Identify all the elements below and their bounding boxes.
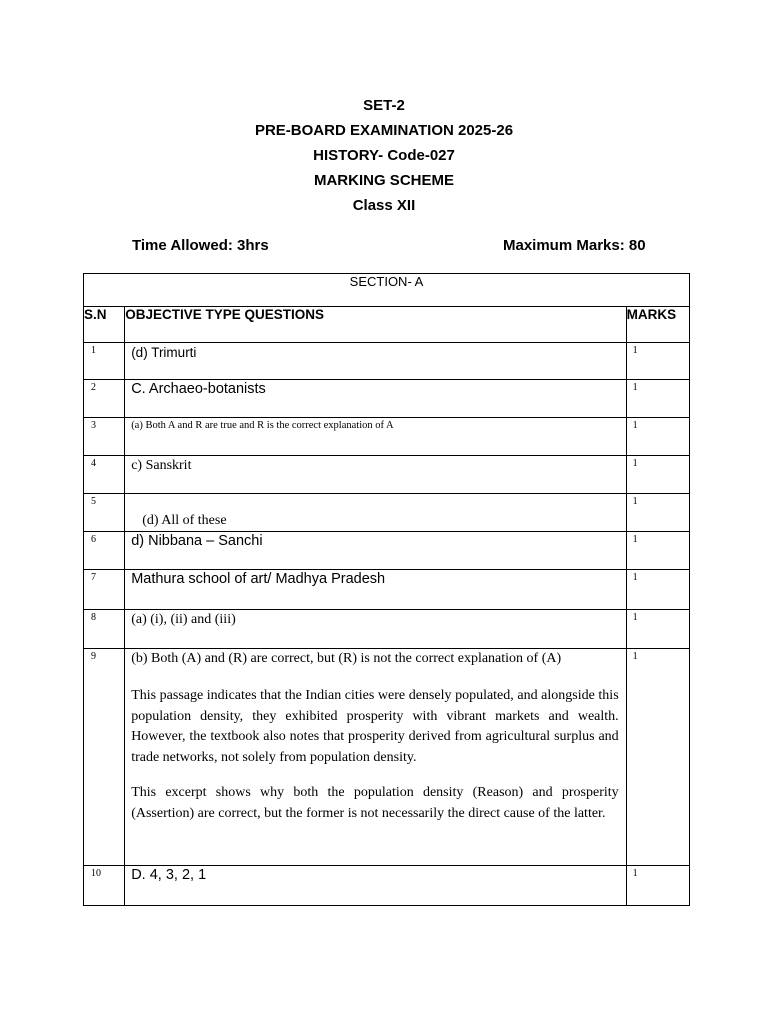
table-row — [84, 866, 690, 906]
answer-cell — [125, 456, 626, 494]
answer-cell — [125, 570, 626, 610]
marks-cell: 1 — [626, 649, 689, 866]
answer-cell — [125, 418, 626, 456]
answer-cell — [125, 380, 626, 418]
questions-column-header: OBJECTIVE TYPE QUESTIONS — [125, 307, 626, 343]
answer-text: (a) (i), (ii) and (iii) — [131, 612, 236, 627]
maximum-marks: Maximum Marks: 80 — [503, 237, 646, 254]
marks-cell: 1 — [626, 610, 689, 649]
explanation-paragraph: This passage indicates that the Indian cities were densely populated, and alongside this population density, they exhibited prosperity with vibrant markets and wealth. However, the textbook also notes that prosperity derived from agricultural surplus and trade networks, not solely from population density. — [131, 688, 619, 766]
answer-text: d) Nibbana – Sanchi — [131, 533, 263, 549]
marks-column-header: MARKS — [626, 307, 689, 343]
answer-text: c) Sanskrit — [131, 458, 192, 473]
table-row — [84, 380, 690, 418]
marks-cell: 1 — [626, 532, 689, 570]
answer-cell — [125, 532, 626, 570]
answer-text: D. 4, 3, 2, 1 — [131, 867, 207, 883]
table-row — [84, 649, 690, 866]
answer-cell — [125, 649, 626, 866]
section-header-row — [84, 274, 690, 307]
section-title: SECTION- A — [84, 274, 690, 307]
sn-column-header: S.N — [84, 307, 125, 343]
row-number: 8 — [84, 610, 125, 649]
row-number: 6 — [84, 532, 125, 570]
table-row — [84, 610, 690, 649]
class-label: Class XII — [352, 197, 416, 214]
row-number: 1 — [84, 343, 125, 380]
subject-code: HISTORY- Code-027 — [313, 147, 455, 164]
table-row — [84, 343, 690, 380]
row-number: 10 — [84, 866, 125, 906]
set-label: SET-2 — [363, 97, 405, 114]
answer-text: (d) All of these — [142, 513, 227, 528]
time-allowed: Time Allowed: 3hrs — [132, 237, 269, 254]
row-number: 5 — [84, 494, 125, 532]
explanation-paragraph: This excerpt shows why both the population density (Reason) and prosperity (Assertion) are correct, but the former is not necessarily the direct cause of the latter. — [131, 784, 619, 821]
table-row — [84, 494, 690, 532]
marks-cell: 1 — [626, 456, 689, 494]
answer-text: Mathura school of art/ Madhya Pradesh — [131, 571, 386, 587]
marks-cell: 1 — [626, 866, 689, 906]
exam-title: PRE-BOARD EXAMINATION 2025-26 — [254, 122, 514, 139]
marks-cell: 1 — [626, 380, 689, 418]
answer-text: (a) Both A and R are true and R is the correct explanation of A — [131, 420, 394, 431]
row-number: 2 — [84, 380, 125, 418]
answer-text: C. Archaeo-botanists — [131, 381, 266, 397]
column-header-row — [84, 307, 690, 343]
table-row — [84, 532, 690, 570]
row-number: 3 — [84, 418, 125, 456]
answer-text: (b) Both (A) and (R) are correct, but (R) is not the correct explanation of (A) — [131, 651, 562, 666]
answer-table — [83, 273, 690, 906]
answer-cell — [125, 494, 626, 532]
table-row — [84, 570, 690, 610]
marks-cell: 1 — [626, 494, 689, 532]
table-row — [84, 418, 690, 456]
row-number: 7 — [84, 570, 125, 610]
answer-cell — [125, 610, 626, 649]
document-title: MARKING SCHEME — [313, 172, 454, 189]
answer-cell — [125, 343, 626, 380]
marks-cell: 1 — [626, 343, 689, 380]
answer-text: (d) Trimurti — [131, 345, 197, 360]
row-number: 9 — [84, 649, 125, 866]
table-row — [84, 456, 690, 494]
row-number: 4 — [84, 456, 125, 494]
marks-cell: 1 — [626, 570, 689, 610]
marks-cell: 1 — [626, 418, 689, 456]
answer-cell — [125, 866, 626, 906]
